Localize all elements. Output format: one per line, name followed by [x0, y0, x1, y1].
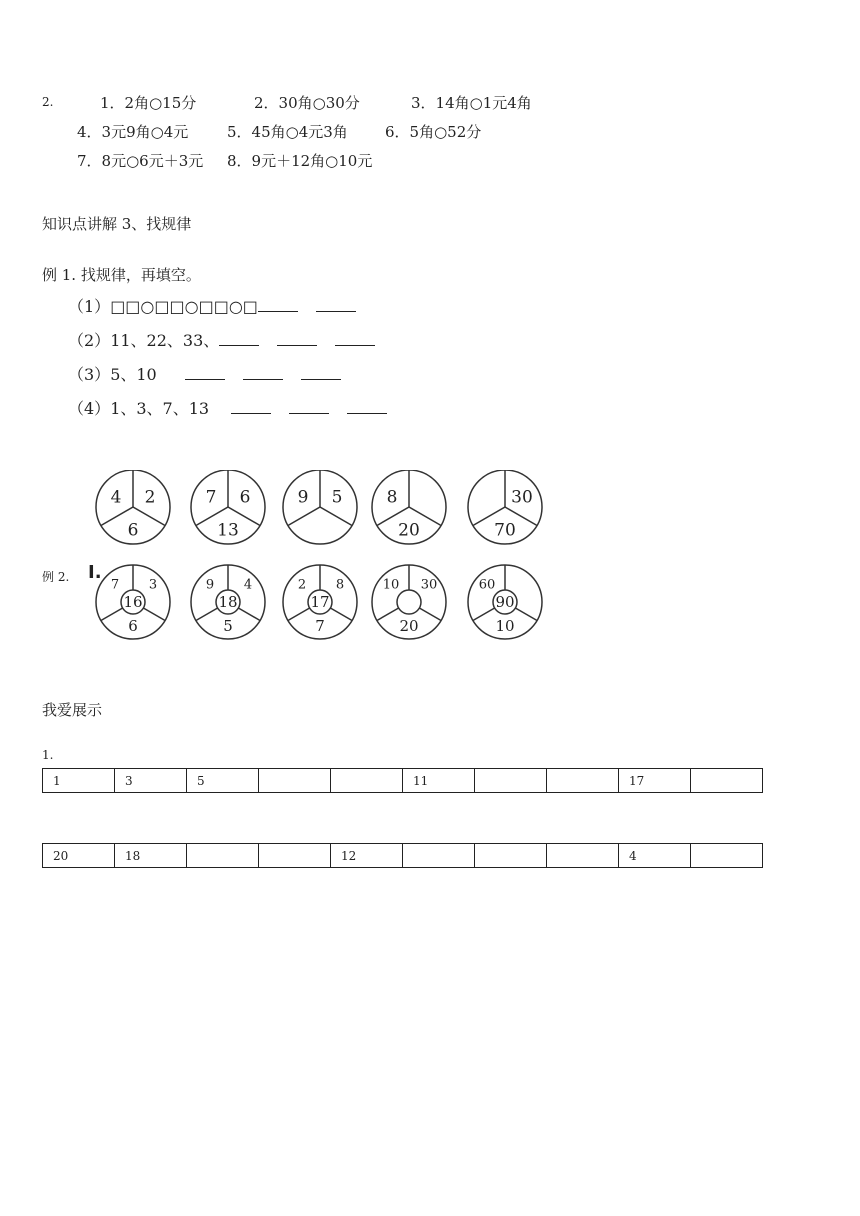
table-cell[interactable]: [547, 844, 619, 868]
pattern-item-4: [68, 396, 387, 419]
wheel-spoke: [377, 608, 399, 621]
wheel-right-number: 2: [144, 487, 156, 508]
wheel-right-number: 5: [331, 487, 343, 508]
wheel-bottom-number: 6: [127, 520, 139, 541]
number-wheel: [283, 565, 357, 639]
sequence-table-1: [42, 768, 763, 793]
showcase-number: 1.: [42, 748, 54, 762]
wheel-center-number: 18: [218, 593, 238, 611]
item-sequence: □□○□□○□□○□: [110, 297, 258, 316]
wheel-spoke: [419, 608, 441, 621]
number-wheel: [96, 565, 170, 639]
answer-blank[interactable]: [289, 401, 329, 414]
item-label: （4）: [68, 399, 111, 418]
table-cell[interactable]: [475, 844, 547, 868]
answer-blank[interactable]: [185, 367, 225, 380]
wheel-left-number: 7: [205, 487, 217, 508]
wheel-left-number: 10: [382, 577, 400, 593]
comparison-item: 4．3元9角○4元: [77, 123, 189, 141]
answer-blank[interactable]: [258, 299, 298, 312]
table-cell[interactable]: 11: [403, 769, 475, 793]
number-wheel: [468, 470, 542, 544]
wheel-right-number: 6: [239, 487, 251, 508]
wheel-right-number: 30: [420, 577, 438, 593]
wheel-center-circle: [397, 590, 421, 614]
wheel-right-number: 3: [148, 577, 158, 593]
table-cell[interactable]: [547, 769, 619, 793]
table-cell[interactable]: [331, 769, 403, 793]
pattern-item-3: [68, 362, 341, 385]
item-label: （1）: [68, 297, 111, 316]
comparison-item: 3．14角○1元4角: [411, 94, 532, 112]
comparison-item: 2．30角○30分: [254, 94, 360, 112]
wheel-bottom-number: 6: [128, 617, 138, 635]
table-cell[interactable]: 3: [115, 769, 187, 793]
answer-blank[interactable]: [243, 367, 283, 380]
table-cell[interactable]: [403, 844, 475, 868]
wheel-center-number: 17: [310, 593, 330, 611]
number-wheel: [372, 470, 446, 544]
wheel-bottom-number: 20: [399, 617, 419, 635]
wheel-bottom-number: 7: [315, 617, 325, 635]
wheel-right-number: 30: [511, 487, 533, 508]
comparison-item: 6．5角○52分: [385, 123, 482, 141]
number-wheel: [468, 565, 542, 639]
wheel-left-number: 9: [297, 487, 309, 508]
section-heading: 知识点讲解 3、找规律: [42, 215, 192, 233]
answer-blank[interactable]: [219, 333, 259, 346]
item-label: （3）: [68, 365, 111, 384]
number-wheels: [0, 470, 860, 680]
table-cell[interactable]: [691, 769, 763, 793]
wheel-left-number: 2: [297, 577, 307, 593]
table-cell[interactable]: 17: [619, 769, 691, 793]
table-cell[interactable]: 12: [331, 844, 403, 868]
wheel-right-number: 4: [243, 577, 253, 593]
question-number: 2.: [42, 95, 54, 109]
item-sequence: 1、3、7、13: [110, 399, 210, 418]
wheel-spoke: [473, 608, 495, 621]
wheel-spoke: [288, 507, 320, 526]
wheel-center-number: 16: [123, 593, 143, 611]
answer-blank[interactable]: [335, 333, 375, 346]
wheel-bottom-number: 5: [223, 617, 233, 635]
table-cell[interactable]: 5: [187, 769, 259, 793]
wheel-bottom-number: 10: [495, 617, 515, 635]
item-label: （2）: [68, 331, 111, 350]
number-wheel: [372, 565, 446, 639]
wheel-spoke: [320, 507, 352, 526]
answer-blank[interactable]: [347, 401, 387, 414]
table-cell[interactable]: 1: [43, 769, 115, 793]
pattern-item-2: [68, 328, 375, 351]
answer-blank[interactable]: [316, 299, 356, 312]
answer-blank[interactable]: [231, 401, 271, 414]
wheel-spoke: [515, 608, 537, 621]
comparison-item: 5．45角○4元3角: [227, 123, 348, 141]
table-cell[interactable]: [691, 844, 763, 868]
number-wheel: [283, 470, 357, 544]
pattern-item-1: [68, 294, 356, 317]
wheel-left-number: 7: [110, 577, 120, 593]
wheel-bottom-number: 13: [217, 520, 239, 541]
wheel-left-number: 9: [205, 577, 215, 593]
wheel-spoke: [288, 608, 310, 621]
example2-label: 例 2.: [42, 570, 70, 584]
table-cell[interactable]: [187, 844, 259, 868]
number-wheel: [191, 565, 265, 639]
table-cell[interactable]: 4: [619, 844, 691, 868]
table-cell[interactable]: 18: [115, 844, 187, 868]
table-cell[interactable]: [259, 844, 331, 868]
wheel-spoke: [196, 608, 218, 621]
wheel-spoke: [238, 608, 260, 621]
wheel-spoke: [101, 608, 123, 621]
comparison-item: 1．2角○15分: [100, 94, 197, 112]
wheel-left-number: 60: [478, 577, 496, 593]
number-wheel: [96, 470, 170, 544]
wheel-left-number: 8: [386, 487, 398, 508]
wheel-spoke: [330, 608, 352, 621]
wheel-right-number: 8: [335, 577, 345, 593]
answer-blank[interactable]: [277, 333, 317, 346]
wheel-center-number: 90: [495, 593, 515, 611]
wheel-left-number: 4: [110, 487, 122, 508]
table-cell[interactable]: [259, 769, 331, 793]
table-cell[interactable]: 20: [43, 844, 115, 868]
answer-blank[interactable]: [301, 367, 341, 380]
wheel-spoke: [143, 608, 165, 621]
table-cell[interactable]: [475, 769, 547, 793]
wheel-bottom-number: 70: [494, 520, 516, 541]
wheel-bottom-number: 20: [398, 520, 420, 541]
example1-title: 例 1. 找规律，再填空。: [42, 266, 201, 284]
comparison-item: 7．8元○6元＋3元: [77, 152, 204, 170]
sequence-table-2: [42, 843, 763, 868]
example2-mark: I.: [88, 562, 102, 583]
showcase-title: 我爱展示: [42, 701, 103, 719]
number-wheel: [191, 470, 265, 544]
item-sequence: 5、10: [110, 365, 157, 384]
item-sequence: 11、22、33、: [110, 331, 220, 350]
comparison-item: 8．9元＋12角○10元: [227, 152, 373, 170]
